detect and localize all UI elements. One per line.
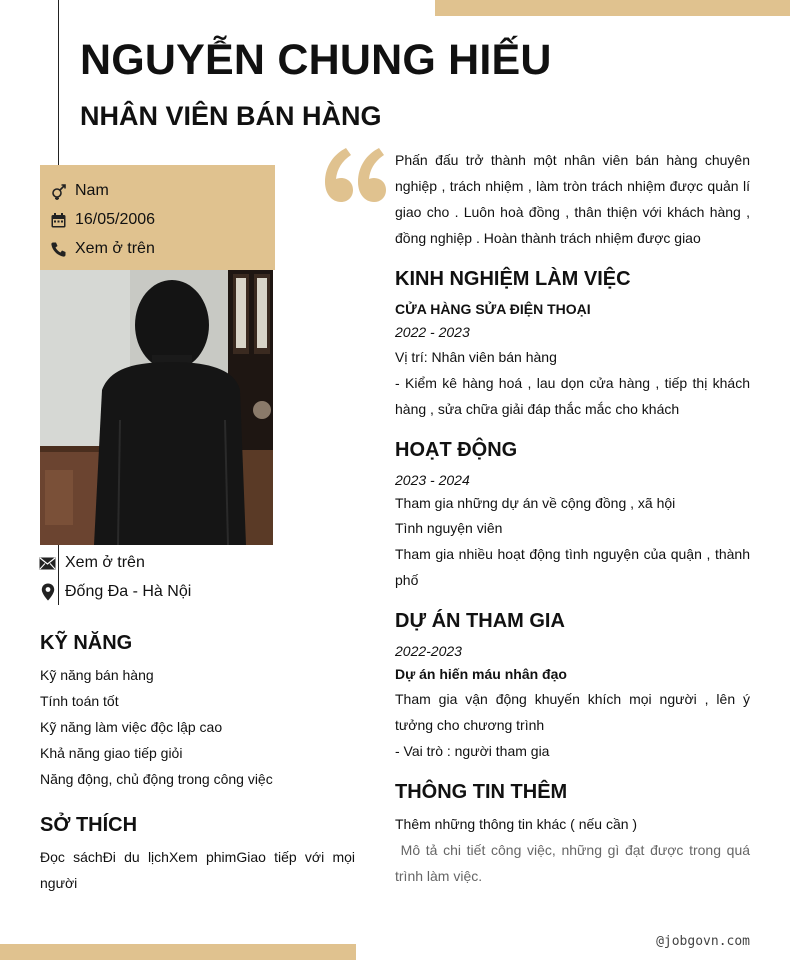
candidate-position: NHÂN VIÊN BÁN HÀNG — [80, 101, 382, 131]
phone-value: Xem ở trên — [75, 240, 155, 257]
watermark: @jobgovn.com — [656, 934, 750, 949]
phone-icon — [50, 241, 67, 258]
activities-line: Tình nguyện viên — [395, 520, 503, 536]
skill-item: Kỹ năng làm việc độc lập cao — [40, 719, 223, 735]
gender-value: Nam — [75, 182, 109, 199]
experience-title: KINH NGHIỆM LÀM VIỆC — [395, 268, 631, 290]
skills-list — [40, 662, 360, 792]
gender-icon — [50, 183, 67, 200]
skill-item: Tính toán tốt — [40, 693, 119, 709]
skill-item: Năng động, chủ động trong công việc — [40, 771, 273, 787]
career-summary: Phấn đấu trở thành một nhân viên bán hàng chuyên nghiệp , trách nhiệm , làm tròn trách nhiệm được quản lí giao cho . Luôn hoà đồng , thân thiện với khách hàng , đồng nghiệp . Hoàn thành trách nhiệm được giao — [395, 152, 750, 246]
activities-line: Tham gia những dự án về cộng đồng , xã hội — [395, 495, 676, 511]
project-description: Tham gia vận động khuyến khích mọi người , lên ý tưởng cho chương trình — [395, 691, 750, 733]
activities-line: Tham gia nhiều hoạt động tình nguyện của quận , thành phố — [395, 546, 750, 588]
candidate-name: NGUYỄN CHUNG HIẾU — [80, 36, 552, 84]
location-icon — [39, 584, 56, 601]
email-row — [39, 552, 145, 574]
email-icon — [39, 555, 56, 572]
project-name: Dự án hiến máu nhân đạo — [395, 666, 567, 682]
experience-role: Vị trí: Nhân viên bán hàng — [395, 349, 557, 365]
activities-title: HOẠT ĐỘNG — [395, 439, 518, 461]
projects-period: 2022-2023 — [395, 643, 462, 659]
skill-item: Kỹ năng bán hàng — [40, 667, 154, 683]
experience-description: - Kiểm kê hàng hoá , lau dọn cửa hàng , tiếp thị khách hàng , sửa chữa giải đáp thắc mắc cho khách — [395, 375, 750, 417]
calendar-icon — [50, 212, 67, 229]
experience-period: 2022 - 2023 — [395, 324, 470, 340]
project-role: - Vai trò : người tham gia — [395, 743, 550, 759]
quote-icon — [322, 142, 388, 221]
extra-info-description: Mô tả chi tiết công việc, những gì đạt được trong quá trình làm việc. — [395, 842, 754, 884]
address-value: Đống Đa - Hà Nội — [65, 583, 192, 600]
vertical-divider-top — [58, 0, 59, 165]
email-value: Xem ở trên — [65, 554, 145, 571]
extra-info-title: THÔNG TIN THÊM — [395, 781, 568, 803]
address-row — [39, 581, 191, 603]
extra-info-line: Thêm những thông tin khác ( nếu cần ) — [395, 816, 638, 832]
birthdate-row — [50, 209, 155, 231]
top-accent-bar — [435, 0, 790, 16]
hobbies-title: SỞ THÍCH — [40, 814, 138, 836]
bottom-accent-bar — [0, 944, 356, 960]
skill-item: Khả năng giao tiếp giỏi — [40, 745, 183, 761]
skills-title: KỸ NĂNG — [40, 632, 133, 654]
hobbies-text: Đọc sáchĐi du lịchXem phimGiao tiếp với mọi người — [40, 849, 355, 891]
activities-period: 2023 - 2024 — [395, 472, 470, 488]
phone-row — [50, 238, 155, 260]
profile-photo — [40, 270, 273, 545]
projects-title: DỰ ÁN THAM GIA — [395, 610, 565, 632]
personal-info-box — [40, 165, 275, 270]
gender-row — [50, 180, 109, 202]
birthdate-value: 16/05/2006 — [75, 211, 156, 228]
experience-company: CỬA HÀNG SỬA ĐIỆN THOẠI — [395, 301, 591, 317]
